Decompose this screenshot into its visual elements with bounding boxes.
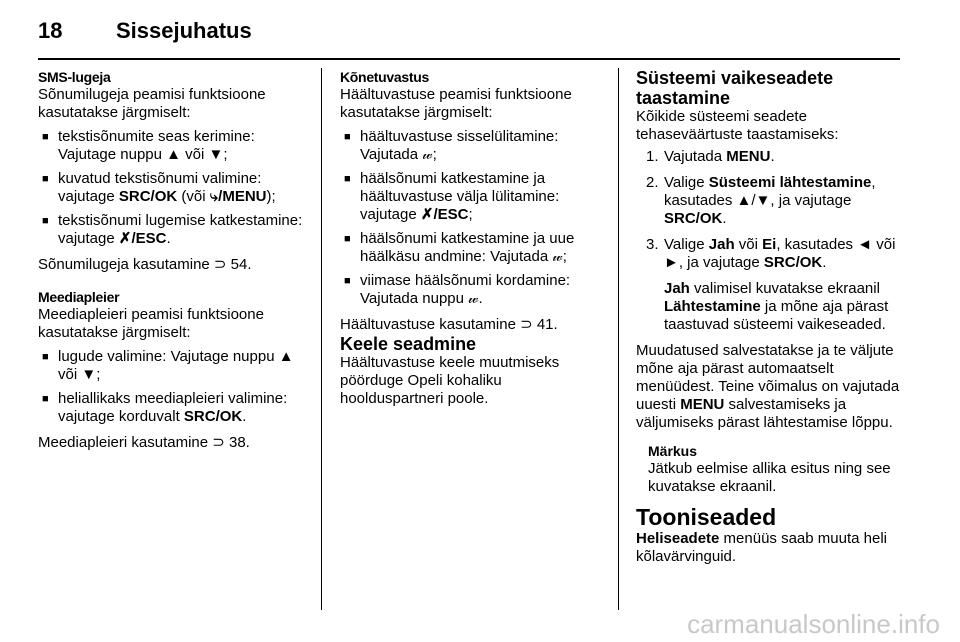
page-title: Sissejuhatus <box>116 18 252 43</box>
changes-text: Muudatused salvestatakse ja te väljute mõne aja pärast automaatselt menüüdest. Teine võimalus on vajutada uuesti MENU salvestamiseks ja väljumiseks pärast lähtestamise lõppu. <box>636 342 900 431</box>
voice-intro: Häältuvastuse peamisi funktsioone kasutatakse järgmiselt: <box>340 86 572 121</box>
list-item: 1. Vajutada MENU. <box>646 148 775 165</box>
list-item: ■ viimase häälsõnumi kordamine: Vajutada nuppu 𝓌. <box>340 272 600 308</box>
list-item: ■ heliallikaks meediapleieri valimine: vajutage korduvalt SRC/OK. <box>38 390 304 426</box>
media-usage-ref: Meediapleieri kasutamine ⊃ 38. <box>38 434 250 451</box>
language-heading: Keele seadmine <box>340 334 477 354</box>
list-item: ■ häälsõnumi katkestamine ja uue häälkäsu andmine: Vajutada 𝓌; <box>340 230 600 266</box>
list-item: 3. Valige Jah või Ei, kasutades ◄ või ►, ja vajutage SRC/OK. Jah valimisel kuvatakse ekraanil Lähtestamine ja mõne aja pärast taastuvad süsteemi vaikeseaded. <box>636 236 904 334</box>
reset-intro: Kõikide süsteemi seadete tehaseväärtuste taastamiseks: <box>636 108 839 143</box>
media-list <box>38 348 304 426</box>
note-title: Märkus <box>648 443 698 459</box>
phone-menu-icon: ⤷/ <box>209 188 223 205</box>
column-divider-1 <box>321 68 322 610</box>
sms-heading: SMS-lugeja <box>38 69 111 85</box>
list-item: ■ häältuvastuse sisselülitamine: Vajutada 𝓌; <box>340 128 600 164</box>
column-2 <box>340 68 600 408</box>
column-3 <box>636 68 904 566</box>
voice-usage-ref: Häältuvastuse kasutamine ⊃ 41. <box>340 316 558 333</box>
sms-usage-ref: Sõnumilugeja kasutamine ⊃ 54. <box>38 256 252 273</box>
hangup-icon: ✗/ <box>420 206 438 223</box>
column-divider-2 <box>618 68 619 610</box>
sms-list <box>38 128 304 248</box>
list-item: ■ kuvatud tekstisõnumi valimine: vajutage SRC/OK (või ⤷/MENU); <box>38 170 304 206</box>
list-item: ■ lugude valimine: Vajutage nuppu ▲ või ▼; <box>38 348 304 384</box>
step3-result: Jah valimisel kuvatakse ekraanil Lähtestamine ja mõne aja pärast taastuvad süsteemi vaikeseaded. <box>664 280 889 333</box>
language-text: Häältuvastuse keele muutmiseks pöörduge Opeli kohaliku hoolduspartneri poole. <box>340 354 560 407</box>
hangup-icon: ✗/ <box>118 230 136 247</box>
list-item: ■ tekstisõnumi lugemise katkestamine: vajutage ✗/ESC. <box>38 212 304 248</box>
note-text: Jätkub eelmise allika esitus ning see kuvatakse ekraanil. <box>648 460 891 495</box>
tone-heading: Tooniseaded <box>636 504 777 530</box>
reset-steps <box>636 148 904 334</box>
media-intro: Meediapleieri peamisi funktsioone kasutatakse järgmiselt: <box>38 306 264 341</box>
column-1 <box>38 68 304 452</box>
page-number: 18 <box>38 18 63 43</box>
watermark: carmanualsonline.info <box>687 609 940 639</box>
list-item: ■ häälsõnumi katkestamine ja häältuvastuse välja lülitamine: vajutage ✗/ESC; <box>340 170 600 224</box>
note-box <box>636 442 904 496</box>
header-rule <box>38 58 900 60</box>
list-item: ■ tekstisõnumite seas kerimine: Vajutage nuppu ▲ või ▼; <box>38 128 304 164</box>
reset-heading: Süsteemi vaikeseadete taastamine <box>636 68 834 108</box>
sms-intro: Sõnumilugeja peamisi funktsioone kasutatakse järgmiselt: <box>38 86 266 121</box>
media-heading: Meediapleier <box>38 289 120 305</box>
list-item: 2. Valige Süsteemi lähtestamine, kasutades ▲/▼, ja vajutage SRC/OK. <box>646 174 876 227</box>
tone-text: Heliseadete menüüs saab muuta heli kõlavärvinguid. <box>636 530 887 565</box>
voice-list <box>340 128 600 308</box>
voice-heading: Kõnetuvastus <box>340 69 429 85</box>
